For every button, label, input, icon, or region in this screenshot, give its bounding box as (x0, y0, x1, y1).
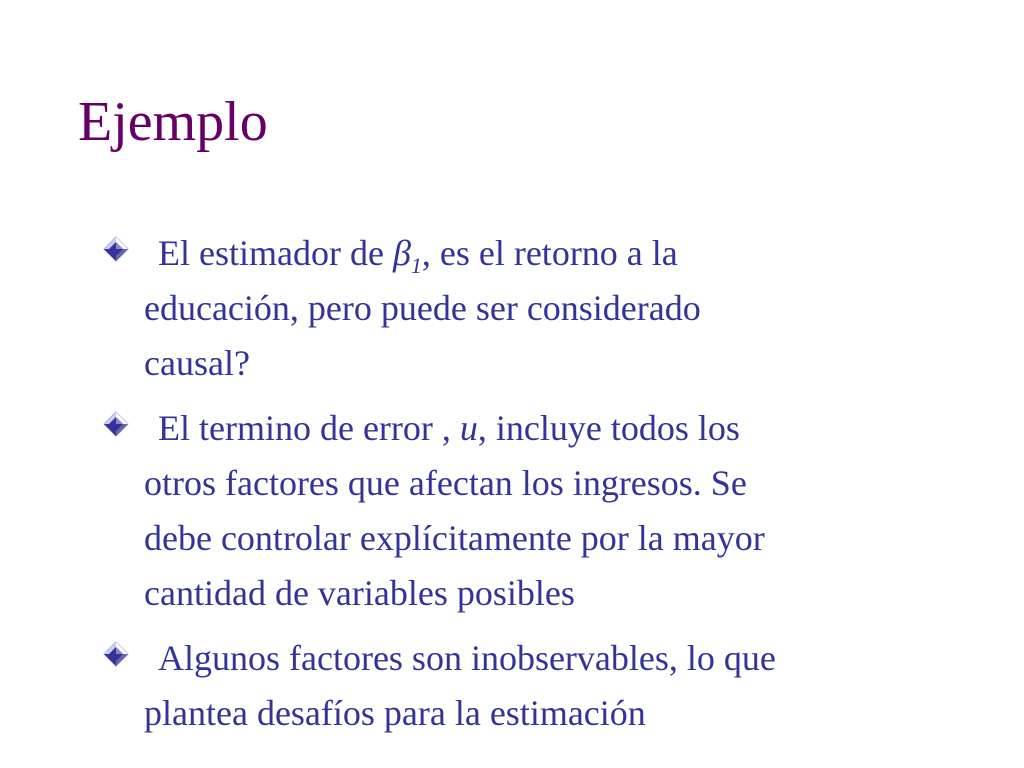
diamond-bullet-icon (103, 411, 129, 437)
bullet-text-line: educación, pero puede ser considerado (144, 288, 701, 328)
bullet-text-line: otros factores que afectan los ingresos. Se (144, 463, 747, 503)
bullet-item (103, 226, 963, 391)
bullet-text (144, 226, 963, 391)
bullet-text-line: plantea desafíos para la estimación (144, 693, 646, 733)
slide-title: Ejemplo (78, 91, 268, 153)
bullet-item (103, 401, 963, 621)
diamond-bullet-icon (103, 641, 129, 667)
bullet-text-line: cantidad de variables posibles (144, 573, 575, 613)
bullet-text-line: causal? (144, 343, 250, 383)
bullet-text-segment: , incluye todos los (477, 408, 740, 448)
bullet-item (103, 631, 963, 741)
bullet-text (144, 631, 963, 741)
beta-subscript: 1 (410, 253, 422, 278)
bullet-text-line: debe controlar explícitamente por la mayor (144, 518, 765, 558)
bullet-text-segment: , es el retorno a la (421, 233, 678, 273)
bullet-text-line: Algunos factores son inobservables, lo que (158, 638, 776, 678)
bullet-text-segment: El estimador de (158, 233, 393, 273)
bullet-text-segment: El termino de error , (158, 408, 460, 448)
error-variable: u (459, 408, 478, 448)
bullet-text (144, 401, 963, 621)
diamond-bullet-icon (103, 236, 129, 262)
beta-symbol: β (392, 233, 411, 273)
